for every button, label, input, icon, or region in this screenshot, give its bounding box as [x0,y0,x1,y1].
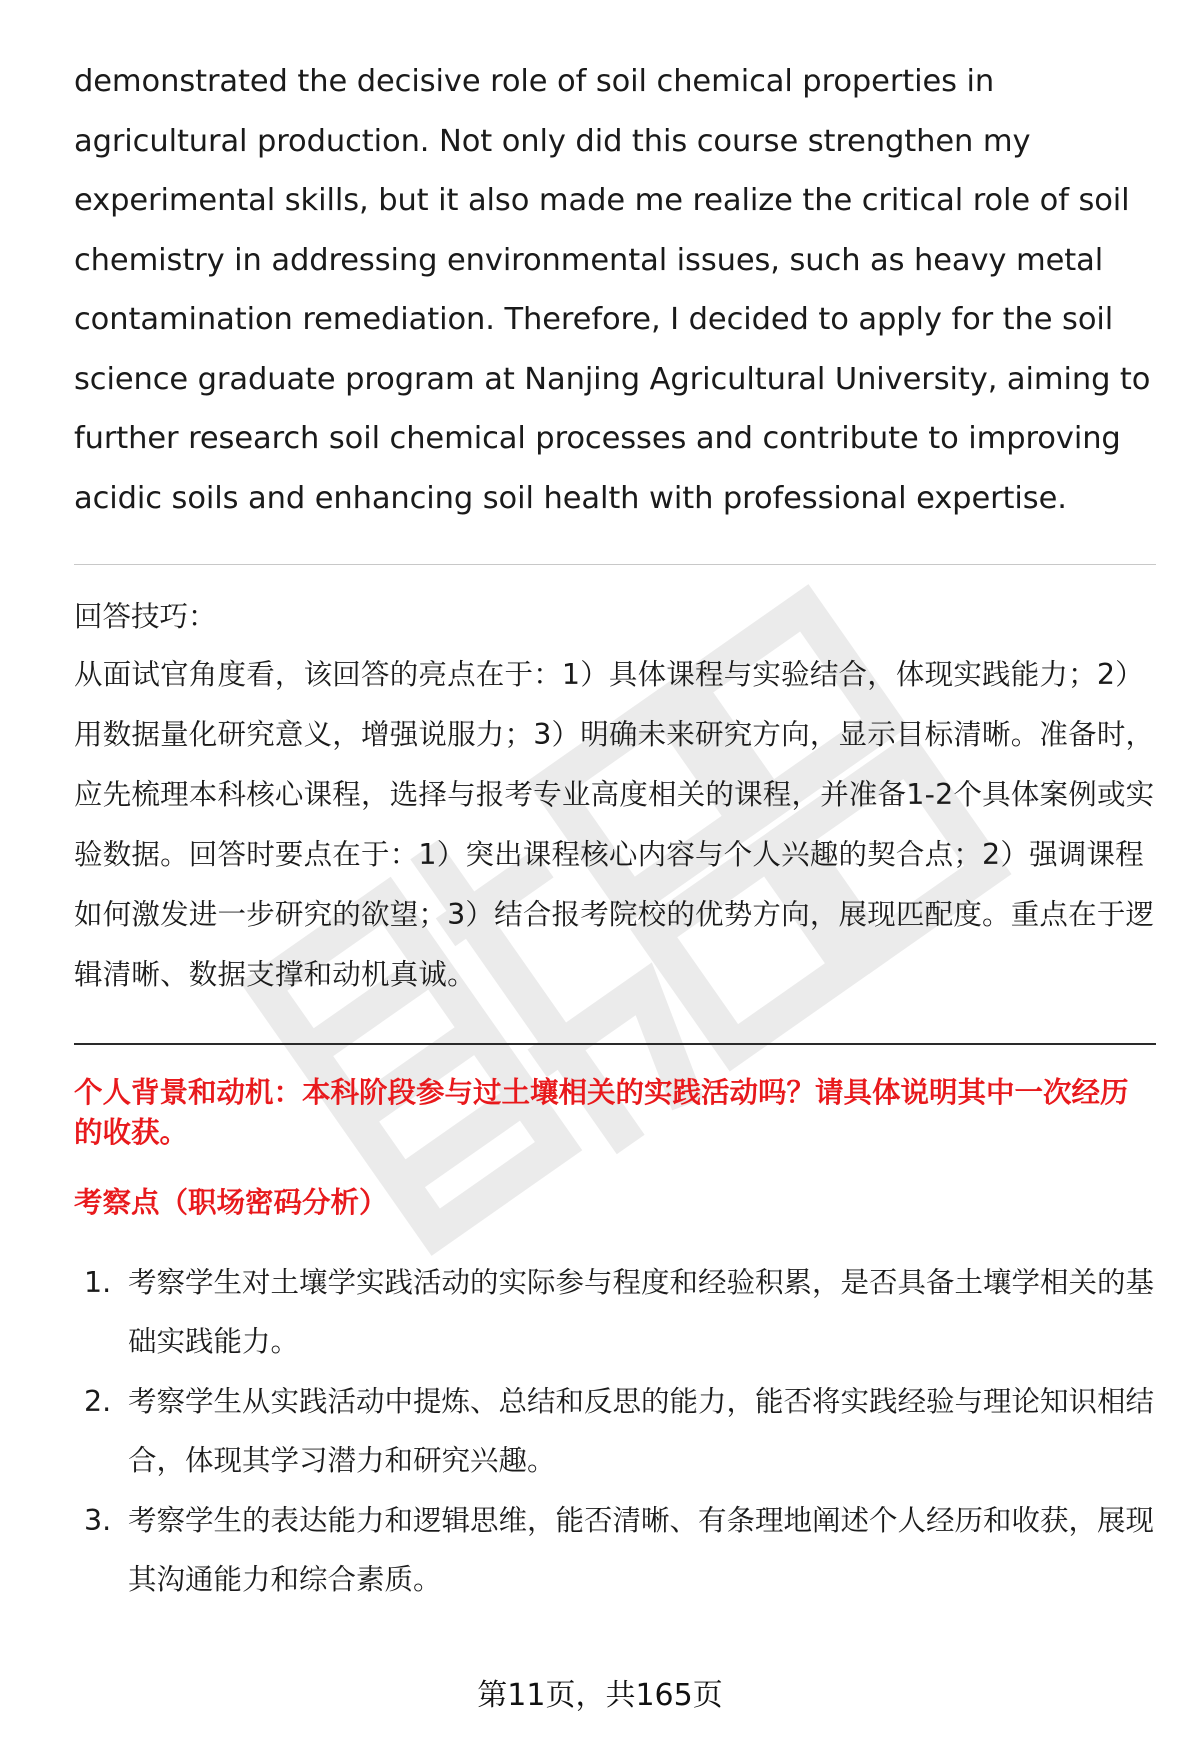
tips-paragraph: 从面试官角度看，该回答的亮点在于：1）具体课程与实验结合，体现实践能力；2）用数据量化研究意义，增强说服力；3）明确未来研究方向，显示目标清晰。准备时，应先梳理本科核心课程，选择与报考专业高度相关的课程，并准备1-2个具体案例或实验数据。回答时要点在于：1）突出课程核心内容与个人兴趣的契合点；2）强调课程如何激发进一步研究的欲望；3）结合报考院校的优势方向，展现匹配度。重点在于逻辑清晰、数据支撑和动机真诚。 [74,658,1155,991]
list-item [74,1253,1156,1371]
list-item-text: 考察学生的表达能力和逻辑思维，能否清晰、有条理地阐述个人经历和收获，展现其沟通能力和综合素质。 [128,1504,1155,1596]
document-page [74,52,1156,1610]
list-item-number: 2. [84,1385,112,1418]
list-item-text: 考察学生从实践活动中提炼、总结和反思的能力，能否将实践经验与理论知识相结合，体现其学习潜力和研究兴趣。 [128,1385,1155,1477]
list-item-number: 3. [84,1504,112,1537]
list-item-number: 1. [84,1266,112,1299]
assessment-points-list [74,1253,1156,1609]
page-number: 第11页，共165页 [477,1678,723,1713]
tips-heading: 回答技巧： [74,600,217,633]
list-item [74,1491,1156,1609]
list-item-text: 考察学生对土壤学实践活动的实际参与程度和经验积累，是否具备土壤学相关的基础实践能力。 [128,1266,1155,1358]
intro-paragraph: demonstrated the decisive role of soil chemical properties in agricultural production. Not only did this course strengthen my experimental skills, but it also made me realize the critical role of soil chemistry in addressing environmental issues, such as heavy metal contamination remediation. Therefore, I decided to apply for the soil science graduate program at Nanjing Agricultural University, aiming to further research soil chemical processes and contribute to improving acidic soils and enhancing soil health with professional expertise. [74,64,1151,516]
section-divider [74,564,1156,565]
interview-question: 个人背景和动机：本科阶段参与过土壤相关的实践活动吗？请具体说明其中一次经历的收获。 [74,1076,1129,1149]
question-divider [74,1043,1156,1045]
list-item [74,1372,1156,1490]
assessment-points-heading: 考察点（职场密码分析） [74,1186,388,1219]
